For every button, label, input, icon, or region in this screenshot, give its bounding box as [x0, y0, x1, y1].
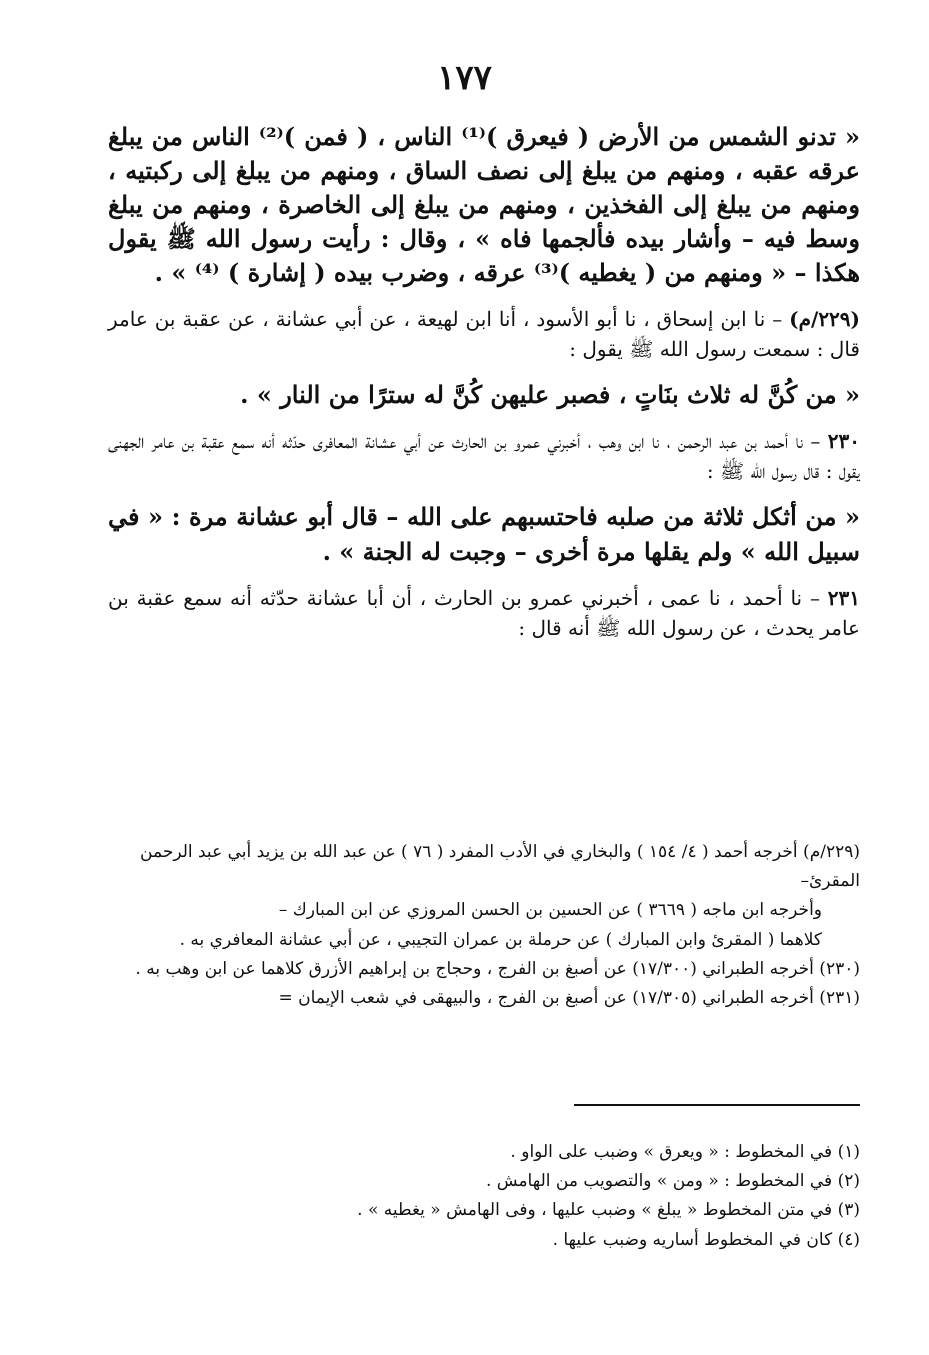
hadith-230-text: « من أثكل ثلاثة من صلبه فاحتسبهم على الله – قال أبو عشانة مرة : « في سبيل الله » ولم يقلها مرة أخرى – وجبت له الجنة » .	[108, 502, 860, 566]
manuscript-note: (٣) في متن المخطوط « يبلغ » وضبب عليها ، وفى الهامش « يغطيه » .	[357, 1200, 860, 1221]
manuscript-notes	[108, 1138, 860, 1255]
takhrij-line: (٢٣١) أخرجه الطبراني (١٧/٣٠٥) عن أصبغ بن الفرج ، والبيهقى في شعب الإيمان =	[278, 988, 860, 1009]
isnad-text: – نا أحمد ، نا عمى ، أخبرني عمرو بن الحارث ، أن أبا عشانة حدّثه أنه سمع عقبة بن عامر يحدث ، عن رسول الله ﷺ أنه قال :	[108, 585, 860, 640]
hadith-number: (٢٢٩/م)	[789, 307, 861, 332]
hadith-number: ٢٣٠	[827, 429, 860, 454]
takhrij-line: (٢٢٩/م) أخرجه أحمد ( ٤/ ١٥٤ ) والبخاري في الأدب المفرد ( ٧٦ ) عن عبد الله بن يزيد أبي عبد الرحمن المقرئ–	[140, 842, 860, 892]
manuscript-note: (١) في المخطوط : « ويعرق » وضبب على الواو .	[510, 1142, 860, 1162]
footnote-divider	[574, 1104, 860, 1106]
narration-231	[108, 583, 860, 643]
takhrij-line: وأخرجه ابن ماجه ( ٣٦٦٩ ) عن الحسين بن الحسن المروزي عن ابن المبارك –	[278, 900, 822, 921]
hadith-229m-text: « من كُنَّ له ثلاث بنَاتٍ ، فصبر عليهن كُنَّ له سترًا من النار » .	[240, 380, 860, 410]
manuscript-note: (٤) كان في المخطوط أساريه وضبب عليها .	[552, 1229, 860, 1250]
isnad-text: – نا ابن إسحاق ، نا أبو الأسود ، أنا ابن لهيعة ، عن أبي عشانة ، عن عقبة بن عامر قال : سمعت رسول الله ﷺ يقول :	[108, 307, 860, 362]
takhrij-line: (٢٣٠) أخرجه الطبراني (١٧/٣٠٠) عن أصبغ بن الفرج ، وحجاج بن إبراهيم الأزرق كلاهما عن ابن وهب به .	[135, 958, 860, 979]
takhrij-line: كلاهما ( المقرئ وابن المبارك ) عن حرملة بن عمران التجيبي ، عن أبي عشانة المعافري به .	[179, 929, 822, 950]
isnad-text: – نا أحمد بن عبد الرحمن ، نا ابن وهب ، أخبرني عمرو بن الحارث عن أبي عشانة المعافرى حدّثه أنه سمع عقبة بن عامر الجهنى يقول : قال رسول الله ﷺ :	[108, 429, 860, 484]
hadith-228-continuation: « تدنو الشمس من الأرض ( فيعرق )⁽¹⁾ الناس ، ( فمن )⁽²⁾ الناس من يبلغ عرقه عقبه ، ومنهم من يبلغ إلى نصف الساق ، ومنهم من يبلغ إلى ركبتيه ، ومنهم من يبلغ إلى الفخذين ، ومنهم من يبلغ إلى الخاصرة ، ومنهم من يبلغ وسط فيه – وأشار بيده فألجمها فاه » ، وقال : رأيت رسول الله ﷺ يقول هكذا – « ومنهم من ( يغطيه )⁽³⁾ عرقه ، وضرب بيده ( إشارة ) ⁽⁴⁾ » .	[108, 122, 861, 288]
takhrij-footnotes	[108, 838, 860, 1013]
main-text	[108, 120, 860, 643]
page-number: ١٧٧	[437, 58, 492, 98]
narration-229m	[108, 304, 860, 364]
narration-230	[108, 426, 860, 486]
hadith-number: ٢٣١	[827, 585, 861, 610]
manuscript-note: (٢) في المخطوط : « ومن » والتصويب من الهامش .	[485, 1171, 860, 1192]
